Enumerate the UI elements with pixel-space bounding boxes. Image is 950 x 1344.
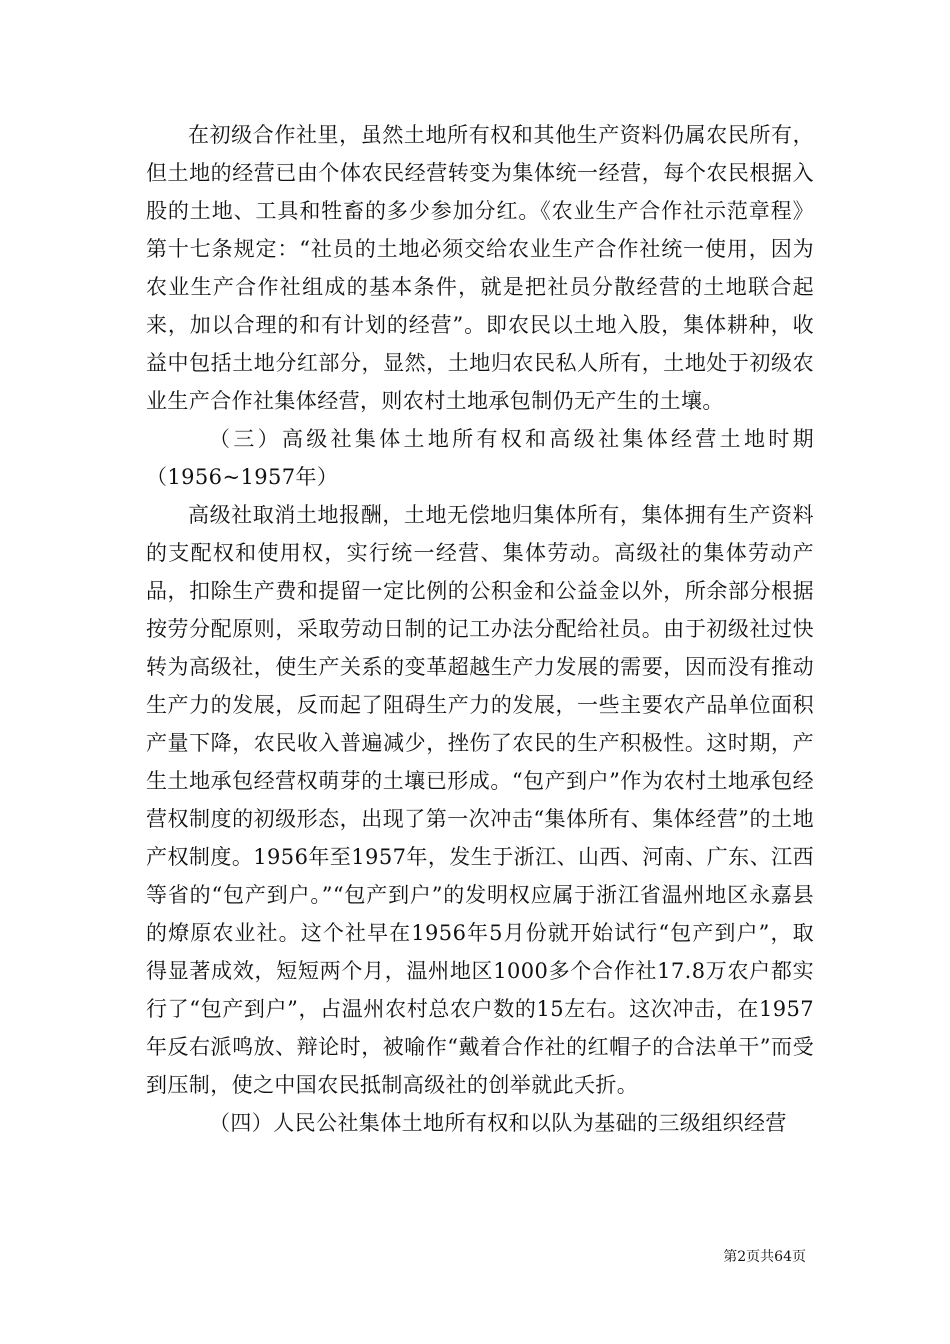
- body-paragraph: 在初级合作社里，虽然土地所有权和其他生产资料仍属农民所有，但土地的经营已由个体农民经营转变为集体统一经营，每个农民根据入股的土地、工具和牲畜的多少参加分红。《农业生产合作社示范章程》第十七条规定：“社员的土地必须交给农业生产合作社统一使用，因为农业生产合作社组成的基本条件，就是把社员分散经营的土地联合起来，加以合理的和有计划的经营”。即农民以土地入股，集体耕种，收益中包括土地分红部分，显然，土地归农民私人所有，土地处于初级农业生产合作社集体经营，则农村土地承包制仍无产生的土壤。: [146, 123, 814, 413]
- body-paragraph: 高级社取消土地报酬，土地无偿地归集体所有，集体拥有生产资料的支配权和使用权，实行统一经营、集体劳动。高级社的集体劳动产品，扣除生产费和提留一定比例的公积金和公益金以外，所余部分根据按劳分配原则，采取劳动日制的记工办法分配给社员。由于初级社过快转为高级社，使生产关系的变革超越生产力发展的需要，因而没有推动生产力的发展，反而起了阻碍生产力的发展，一些主要农产品单位面积产量下降，农民收入普遍减少，挫伤了农民的生产积极性。这时期，产生土地承包经营权萌芽的土壤已形成。“包产到户”作为农村土地承包经营权制度的初级形态，出现了第一次冲击“集体所有、集体经营”的土地产权制度。1956年至1957年，发生于浙江、山西、河南、广东、江西等省的“包产到户。”“包产到户”的发明权应属于浙江省温州地区永嘉县的燎原农业社。这个社早在1956年5月份就开始试行“包产到户”，取得显著成效，短短两个月，温州地区1000多个合作社17.8万农户都实行了“包产到户”，占温州农村总农户数的15左右。这次冲击，在1957年反右派鸣放、辩论时，被喻作“戴着合作社的红帽子的合法单干”而受到压制，使之中国农民抵制高级社的创举就此夭折。: [146, 503, 814, 1097]
- document-body: [146, 116, 814, 1142]
- section-heading: （三）高级社集体土地所有权和高级社集体经营土地时期（1956~1957年）: [146, 427, 814, 489]
- page-number: 第2页共64页: [723, 1249, 806, 1265]
- section-heading: （四）人民公社集体土地所有权和以队为基础的三级组织经营: [209, 1111, 787, 1135]
